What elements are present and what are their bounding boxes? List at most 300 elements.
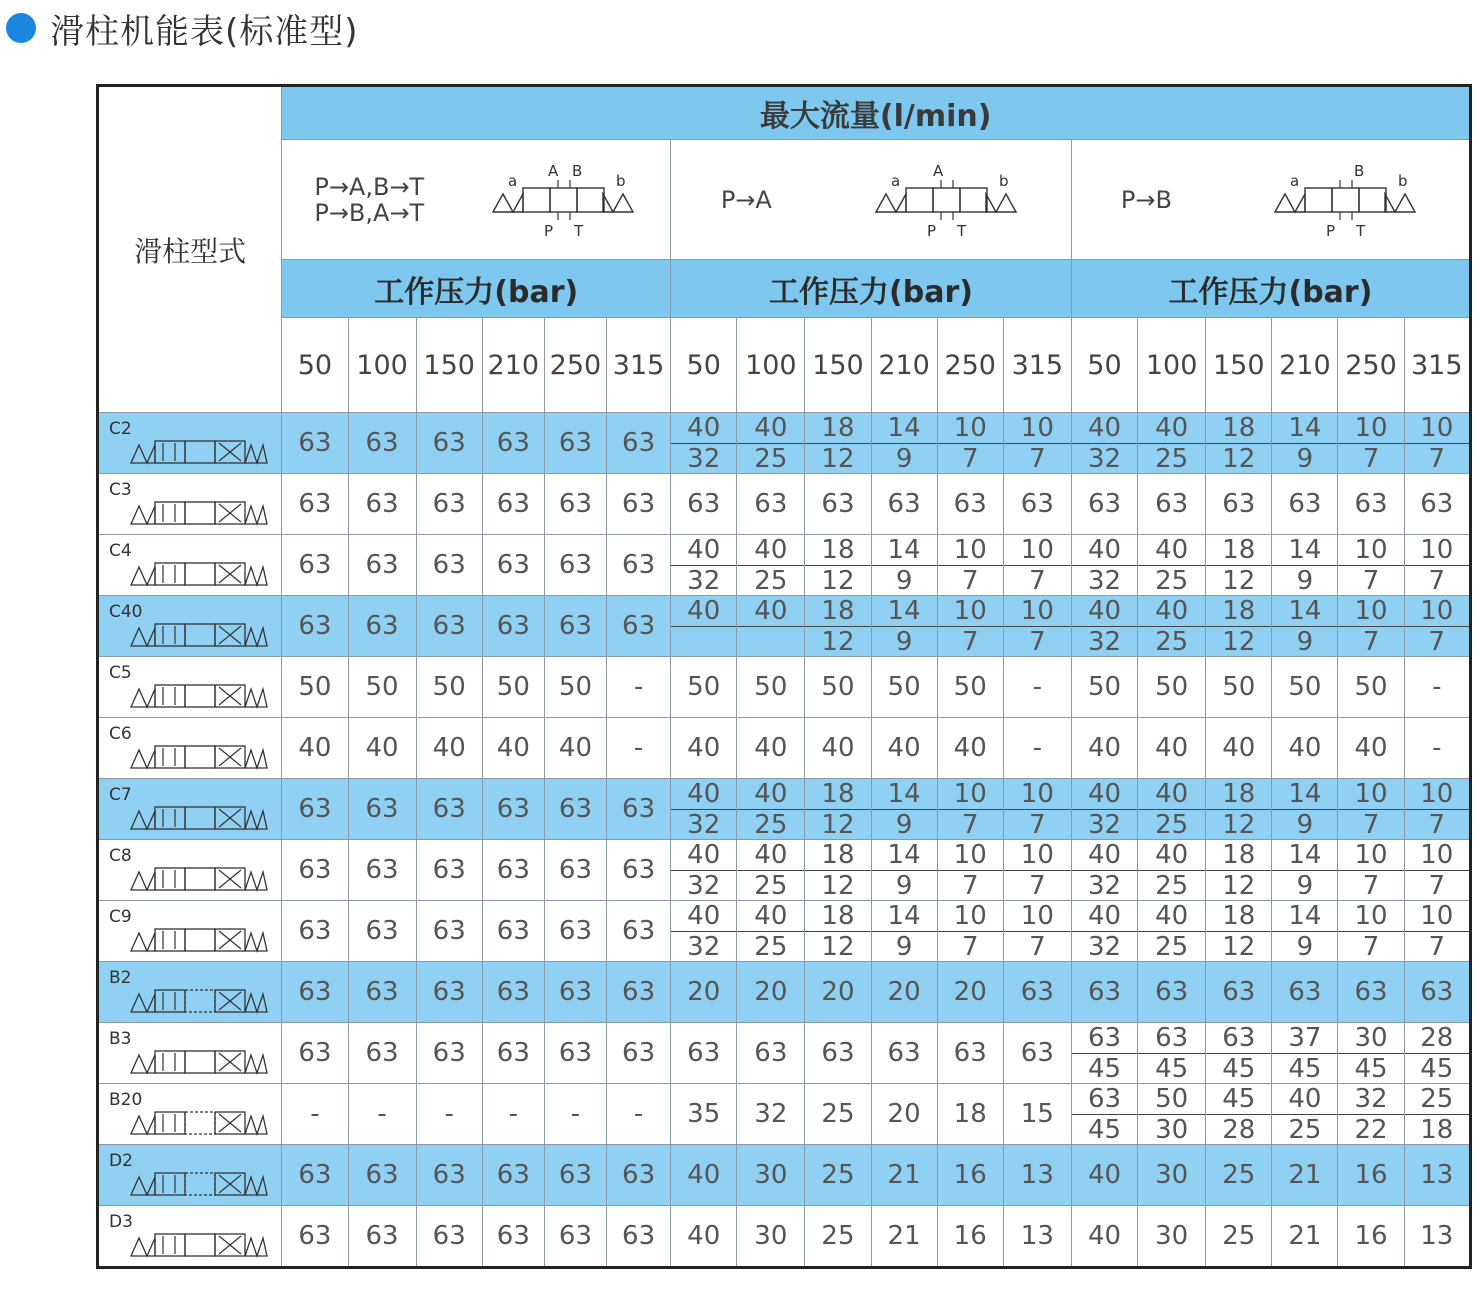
flow-value-split-cell <box>1338 413 1404 474</box>
symbol-label-p: P <box>927 221 937 240</box>
flow-value: - <box>1003 657 1071 718</box>
flow-value-split-cell <box>1272 901 1338 962</box>
spool-code: B3 <box>109 1029 132 1049</box>
flow-value: 63 <box>416 1206 482 1268</box>
flow-value: 40 <box>1071 1145 1137 1206</box>
pressure-value: 315 <box>607 318 671 413</box>
pressure-value: 210 <box>482 318 544 413</box>
flow-value: 63 <box>607 535 671 596</box>
flow-value-top: 45 <box>1206 1084 1271 1115</box>
flow-value-top: 40 <box>1072 413 1137 444</box>
flow-value: 50 <box>416 657 482 718</box>
table-row <box>98 840 1471 901</box>
flow-value: 63 <box>482 840 544 901</box>
flow-value-bottom: 7 <box>1428 566 1446 596</box>
flow-value-split-cell <box>1404 413 1470 474</box>
spool-symbol-icon <box>129 1045 269 1077</box>
flow-value: 63 <box>482 1023 544 1084</box>
flow-value-split-cell <box>1404 840 1470 901</box>
flow-value-top: 18 <box>1206 840 1271 871</box>
flow-value-split-cell <box>1071 535 1137 596</box>
flow-path-line: P→B,A→T <box>314 198 425 227</box>
flow-value-top: 14 <box>1272 413 1337 444</box>
flow-value-bottom: 7 <box>961 566 979 596</box>
flow-value: - <box>1404 718 1470 779</box>
flow-value-top: 40 <box>1072 901 1137 932</box>
spool-code: C2 <box>109 419 132 439</box>
flow-value-top: 40 <box>737 413 804 444</box>
working-pressure-header: 工作压力(bar) <box>282 260 671 318</box>
flow-value: 21 <box>871 1145 937 1206</box>
flow-value-split-cell <box>871 413 937 474</box>
spool-type-cell <box>98 474 282 535</box>
flow-value: 63 <box>1272 962 1338 1023</box>
flow-value-split-cell <box>1206 1023 1272 1084</box>
flow-value: - <box>282 1084 348 1145</box>
flow-value: 15 <box>1003 1084 1071 1145</box>
flow-value-bottom: 12 <box>1222 871 1256 901</box>
flow-value-bottom: 45 <box>1087 1054 1122 1084</box>
spool-code: B2 <box>109 968 132 988</box>
flow-value: - <box>607 718 671 779</box>
flow-value-bottom: 12 <box>1222 810 1256 840</box>
flow-value: 63 <box>416 413 482 474</box>
spool-code: C9 <box>109 907 132 927</box>
flow-value-split-cell <box>1071 1023 1137 1084</box>
flow-value-bottom: 25 <box>754 566 788 596</box>
flow-value: 40 <box>482 718 544 779</box>
flow-value: 63 <box>737 1023 805 1084</box>
flow-value-bottom: 25 <box>1155 932 1189 962</box>
spool-type-cell <box>98 901 282 962</box>
flow-value: 63 <box>607 962 671 1023</box>
table-row <box>98 413 1471 474</box>
flow-value-split-cell <box>1138 596 1206 657</box>
flow-value: 63 <box>482 535 544 596</box>
flow-value-bottom: 32 <box>687 871 721 901</box>
flow-value: 35 <box>671 1084 737 1145</box>
flow-value: 50 <box>805 657 871 718</box>
flow-value-top: 14 <box>872 535 937 566</box>
flow-value-top: 14 <box>1272 901 1337 932</box>
flow-value: 32 <box>737 1084 805 1145</box>
flow-value-bottom: 9 <box>895 444 913 474</box>
flow-value-bottom <box>737 627 804 656</box>
flow-value-split-cell <box>671 901 737 962</box>
symbol-label-b: b <box>1397 171 1408 190</box>
flow-value: 30 <box>1138 1145 1206 1206</box>
flow-value: 40 <box>871 718 937 779</box>
flow-value-split-cell <box>1138 840 1206 901</box>
flow-value-bottom: 7 <box>1428 871 1446 901</box>
flow-value-bottom: 25 <box>754 871 788 901</box>
flow-value: 63 <box>607 901 671 962</box>
flow-value-top: 18 <box>1206 901 1271 932</box>
flow-value-split-cell <box>737 840 805 901</box>
flow-value: 16 <box>1338 1206 1404 1268</box>
flow-value-split-cell <box>1404 535 1470 596</box>
flow-value-bottom: 9 <box>1296 566 1314 596</box>
flow-value-top: 18 <box>1206 596 1271 627</box>
flow-value-bottom: 7 <box>1362 932 1380 962</box>
flow-value-top: 10 <box>1405 413 1469 444</box>
flow-value-split-cell <box>805 535 871 596</box>
flow-value-top: 37 <box>1272 1023 1337 1054</box>
flow-value-bottom: 45 <box>1420 1054 1454 1084</box>
flow-value: 63 <box>607 779 671 840</box>
spool-type-cell <box>98 1023 282 1084</box>
flow-value-top: 40 <box>671 779 736 810</box>
flow-value-top: 14 <box>872 413 937 444</box>
flow-value: 63 <box>482 779 544 840</box>
flow-value-top: 10 <box>1004 596 1071 627</box>
flow-value: 63 <box>1272 474 1338 535</box>
flow-value-split-cell <box>805 840 871 901</box>
flow-value-split-cell <box>1404 596 1470 657</box>
flow-value: 30 <box>1138 1206 1206 1268</box>
flow-value: 20 <box>937 962 1003 1023</box>
flow-value-top: 10 <box>1338 779 1403 810</box>
symbol-label-a: a <box>1289 171 1300 190</box>
flow-value-top: 10 <box>938 840 1003 871</box>
flow-value: 25 <box>1206 1145 1272 1206</box>
table-row <box>98 1206 1471 1268</box>
flow-value-bottom: 45 <box>1155 1054 1189 1084</box>
spool-type-cell <box>98 413 282 474</box>
flow-value: 50 <box>1338 657 1404 718</box>
flow-value-bottom: 45 <box>1354 1054 1388 1084</box>
flow-value-top: 10 <box>1338 596 1403 627</box>
flow-value-top: 63 <box>1072 1084 1137 1115</box>
flow-value: 63 <box>282 1206 348 1268</box>
flow-path-cell-3 <box>1071 140 1470 260</box>
flow-value-split-cell <box>1272 1023 1338 1084</box>
flow-value: - <box>607 1084 671 1145</box>
table-row <box>98 657 1471 718</box>
spool-symbol-icon <box>129 923 269 955</box>
symbol-label-t: T <box>957 221 967 240</box>
pressure-value: 250 <box>937 318 1003 413</box>
flow-value: 63 <box>544 1206 606 1268</box>
flow-value: 20 <box>737 962 805 1023</box>
flow-value-split-cell <box>1404 1084 1470 1145</box>
flow-value-bottom: 12 <box>1222 444 1256 474</box>
flow-value: 63 <box>416 596 482 657</box>
flow-value-bottom: 7 <box>1029 627 1046 657</box>
flow-value-top: 40 <box>1138 596 1205 627</box>
flow-value: 50 <box>737 657 805 718</box>
flow-value-split-cell <box>1071 1084 1137 1145</box>
flow-value: 16 <box>937 1206 1003 1268</box>
flow-value: 63 <box>482 474 544 535</box>
spool-function-table <box>96 84 1472 1269</box>
flow-value: 63 <box>1404 474 1470 535</box>
flow-value: 63 <box>607 1206 671 1268</box>
flow-value-split-cell <box>871 779 937 840</box>
flow-value: 40 <box>671 1145 737 1206</box>
valve-symbol-icon <box>871 160 1021 240</box>
flow-value-top: 10 <box>1405 840 1469 871</box>
flow-value: 63 <box>416 1023 482 1084</box>
flow-value-bottom: 25 <box>1155 566 1189 596</box>
flow-value-bottom: 32 <box>687 566 721 596</box>
flow-value: 40 <box>1071 718 1137 779</box>
flow-value-bottom: 12 <box>821 871 855 901</box>
flow-value-top: 10 <box>1405 535 1469 566</box>
flow-value-bottom: 45 <box>1288 1054 1322 1084</box>
spool-code: C7 <box>109 785 132 805</box>
flow-path-label <box>314 174 424 226</box>
flow-value: - <box>416 1084 482 1145</box>
flow-value-top: 10 <box>1004 413 1071 444</box>
flow-value-top: 40 <box>737 901 804 932</box>
flow-value-split-cell <box>737 901 805 962</box>
flow-value-top: 63 <box>1138 1023 1205 1054</box>
pressure-value: 250 <box>544 318 606 413</box>
spool-type-cell <box>98 535 282 596</box>
flow-value-top: 18 <box>1206 413 1271 444</box>
flow-value: 63 <box>416 1145 482 1206</box>
flow-value-top: 40 <box>1272 1084 1337 1115</box>
flow-value: 25 <box>805 1145 871 1206</box>
flow-value: 63 <box>1003 962 1071 1023</box>
flow-value-split-cell <box>671 840 737 901</box>
flow-path-label <box>721 187 772 213</box>
flow-value: 63 <box>1338 962 1404 1023</box>
flow-value-top: 63 <box>1072 1023 1137 1054</box>
spool-symbol-icon <box>129 740 269 772</box>
symbol-label-p: P <box>1325 221 1336 240</box>
flow-value-top: 18 <box>805 779 870 810</box>
flow-value-top: 18 <box>805 596 870 627</box>
spool-type-cell <box>98 718 282 779</box>
flow-value-split-cell <box>1138 901 1206 962</box>
spool-type-cell <box>98 1206 282 1268</box>
flow-value-split-cell <box>737 413 805 474</box>
flow-value: - <box>1404 657 1470 718</box>
flow-value: 63 <box>282 535 348 596</box>
flow-value-bottom: 7 <box>1029 810 1046 840</box>
flow-value: 63 <box>348 535 416 596</box>
flow-value-split-cell <box>1206 535 1272 596</box>
flow-value-split-cell <box>1272 779 1338 840</box>
flow-value: 63 <box>348 1023 416 1084</box>
flow-value-bottom: 25 <box>1155 444 1189 474</box>
flow-value: 63 <box>348 474 416 535</box>
flow-value-split-cell <box>1003 413 1071 474</box>
flow-value-top: 10 <box>1338 535 1403 566</box>
table-row <box>98 779 1471 840</box>
symbol-label-t: T <box>1355 221 1366 240</box>
flow-value: 40 <box>805 718 871 779</box>
flow-value-split-cell <box>1338 840 1404 901</box>
pressure-value: 150 <box>416 318 482 413</box>
flow-value-split-cell <box>1338 901 1404 962</box>
flow-value: 63 <box>871 1023 937 1084</box>
table-row <box>98 596 1471 657</box>
spool-code: C40 <box>109 602 143 622</box>
flow-value-top: 63 <box>1206 1023 1271 1054</box>
flow-value-top: 40 <box>671 535 736 566</box>
flow-value: 40 <box>1338 718 1404 779</box>
flow-value: 13 <box>1003 1145 1071 1206</box>
flow-value-top: 10 <box>1405 596 1469 627</box>
flow-value: 40 <box>671 1206 737 1268</box>
flow-value: 30 <box>737 1206 805 1268</box>
flow-value-top: 10 <box>1338 901 1403 932</box>
flow-value-top: 40 <box>1138 901 1205 932</box>
flow-value-bottom: 9 <box>1296 871 1314 901</box>
flow-value-split-cell <box>1003 596 1071 657</box>
flow-value-bottom: 12 <box>821 444 855 474</box>
spool-code: C3 <box>109 480 132 500</box>
flow-path-line: P→A <box>720 185 772 214</box>
pressure-value: 100 <box>737 318 805 413</box>
table-row <box>98 1145 1471 1206</box>
flow-value-split-cell <box>805 413 871 474</box>
spool-symbol-icon <box>129 557 269 589</box>
flow-value: 63 <box>607 596 671 657</box>
spool-symbol-icon <box>129 618 269 650</box>
flow-value-split-cell <box>937 901 1003 962</box>
flow-value: 50 <box>1272 657 1338 718</box>
pressure-value: 250 <box>1338 318 1404 413</box>
flow-value: 40 <box>737 718 805 779</box>
flow-value-split-cell <box>1138 779 1206 840</box>
flow-value: 63 <box>282 840 348 901</box>
flow-value-bottom: 12 <box>821 810 855 840</box>
flow-value: 63 <box>871 474 937 535</box>
flow-value: 63 <box>1071 474 1137 535</box>
flow-value-bottom: 9 <box>1296 627 1314 657</box>
flow-value: 63 <box>348 596 416 657</box>
flow-value-top: 10 <box>938 901 1003 932</box>
flow-value-top: 25 <box>1405 1084 1469 1115</box>
flow-value: 50 <box>1138 657 1206 718</box>
flow-value-split-cell <box>1206 1084 1272 1145</box>
flow-value-split-cell <box>1071 901 1137 962</box>
flow-value-top: 10 <box>938 535 1003 566</box>
flow-value: 63 <box>607 474 671 535</box>
flow-value-top: 10 <box>1405 779 1469 810</box>
flow-value-bottom: 32 <box>687 444 721 474</box>
pressure-value: 210 <box>1272 318 1338 413</box>
flow-value: 63 <box>282 779 348 840</box>
flow-value: 21 <box>871 1206 937 1268</box>
spool-code: B20 <box>109 1090 143 1110</box>
flow-value-top: 40 <box>1138 779 1205 810</box>
flow-value-split-cell <box>1138 535 1206 596</box>
flow-value-split-cell <box>1338 1023 1404 1084</box>
flow-value: 50 <box>544 657 606 718</box>
flow-value-top: 40 <box>671 840 736 871</box>
valve-symbol-icon <box>488 160 638 240</box>
flow-value: - <box>607 657 671 718</box>
flow-value-bottom: 7 <box>1029 566 1046 596</box>
spool-code: D2 <box>109 1151 133 1171</box>
symbol-label-p: P <box>544 221 554 240</box>
flow-value: 25 <box>805 1084 871 1145</box>
page-title-text: 滑柱机能表(标准型) <box>50 11 359 52</box>
flow-value-top: 14 <box>872 596 937 627</box>
table-row <box>98 962 1471 1023</box>
pressure-value: 50 <box>671 318 737 413</box>
flow-value-top: 10 <box>1004 779 1071 810</box>
flow-value: 63 <box>1003 1023 1071 1084</box>
flow-value-split-cell <box>1272 535 1338 596</box>
flow-value: 63 <box>671 474 737 535</box>
flow-value: 63 <box>282 596 348 657</box>
spool-type-cell <box>98 962 282 1023</box>
flow-value: 63 <box>1138 474 1206 535</box>
flow-value-split-cell <box>937 535 1003 596</box>
spool-type-cell <box>98 1084 282 1145</box>
symbol-label-top-1: B <box>1353 161 1365 180</box>
flow-value-bottom: 18 <box>1420 1115 1454 1145</box>
flow-value-bottom: 25 <box>1155 810 1189 840</box>
flow-value: 63 <box>282 1145 348 1206</box>
spool-code: C8 <box>109 846 132 866</box>
flow-value-split-cell <box>1338 596 1404 657</box>
flow-value-top: 40 <box>737 779 804 810</box>
flow-value-split-cell <box>1206 413 1272 474</box>
flow-value-split-cell <box>1071 596 1137 657</box>
spool-type-cell <box>98 840 282 901</box>
flow-value: 63 <box>282 901 348 962</box>
flow-value: 20 <box>805 962 871 1023</box>
flow-value-bottom: 7 <box>961 871 979 901</box>
symbol-label-top-1: A <box>933 161 944 180</box>
spool-symbol-icon <box>129 496 269 528</box>
flow-value-split-cell <box>805 779 871 840</box>
flow-value: 63 <box>805 474 871 535</box>
flow-value-top: 18 <box>805 413 870 444</box>
flow-value-split-cell <box>1003 535 1071 596</box>
flow-value: 50 <box>871 657 937 718</box>
flow-value: 63 <box>1338 474 1404 535</box>
working-pressure-header: 工作压力(bar) <box>671 260 1072 318</box>
flow-value: 63 <box>348 1206 416 1268</box>
spool-symbol-icon <box>129 984 269 1016</box>
flow-value-split-cell <box>1272 413 1338 474</box>
flow-value-bottom: 45 <box>1222 1054 1256 1084</box>
flow-value-split-cell <box>1071 413 1137 474</box>
flow-value: 21 <box>1272 1145 1338 1206</box>
flow-value-bottom: 25 <box>754 444 788 474</box>
spool-code: C6 <box>109 724 132 744</box>
flow-value-bottom: 25 <box>754 810 788 840</box>
flow-value-split-cell <box>871 901 937 962</box>
flow-value: 63 <box>348 962 416 1023</box>
valve-symbol-icon <box>1270 160 1420 240</box>
flow-value-bottom: 7 <box>961 444 979 474</box>
flow-value-top: 50 <box>1138 1084 1205 1115</box>
flow-value: 50 <box>282 657 348 718</box>
flow-value: 40 <box>937 718 1003 779</box>
flow-value-bottom: 7 <box>1029 444 1046 474</box>
flow-value: 16 <box>937 1145 1003 1206</box>
flow-value-split-cell <box>1404 779 1470 840</box>
flow-value-top: 40 <box>1072 840 1137 871</box>
symbol-label-top-2: B <box>572 161 583 180</box>
flow-value-split-cell <box>1003 840 1071 901</box>
flow-value-split-cell <box>937 413 1003 474</box>
flow-value: 63 <box>282 1023 348 1084</box>
flow-value: 40 <box>282 718 348 779</box>
flow-value: 63 <box>805 1023 871 1084</box>
flow-value-top: 18 <box>805 901 870 932</box>
flow-value: 63 <box>544 1145 606 1206</box>
